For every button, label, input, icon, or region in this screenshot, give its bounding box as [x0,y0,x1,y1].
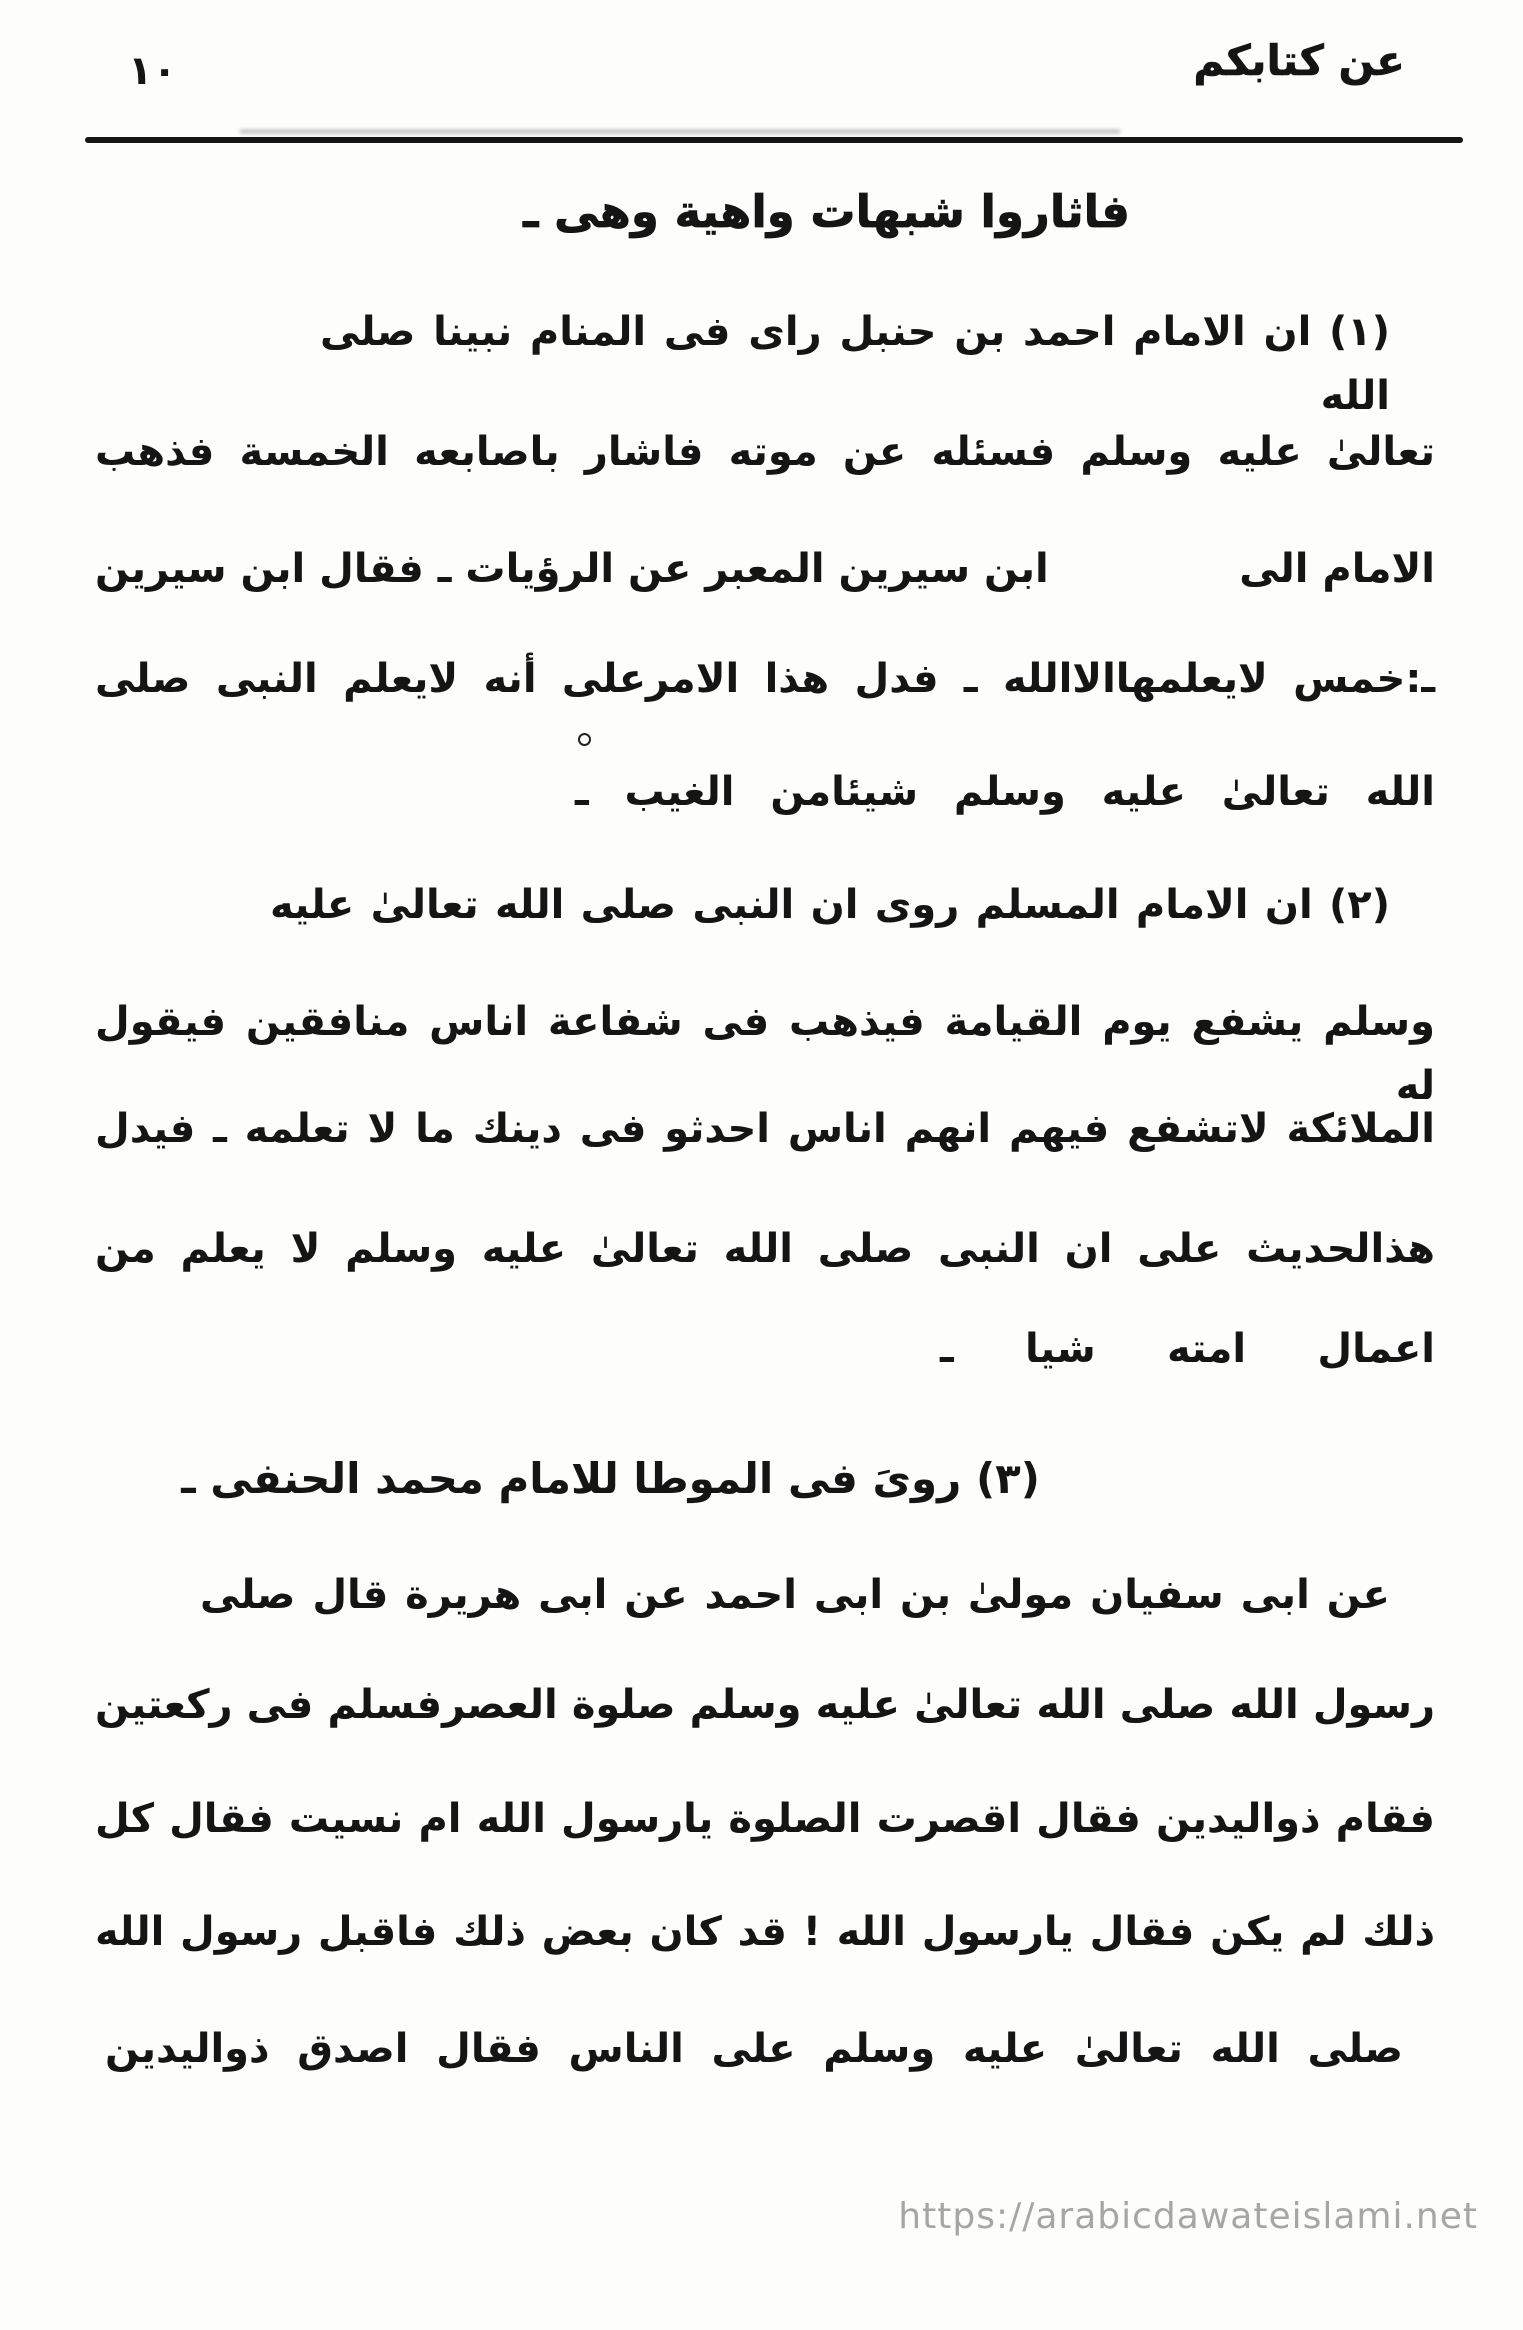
page-number: ١٠ [128,48,177,94]
stray-diacritic-mark [578,733,591,746]
para1-line4: ـ:خمس لايعلمهاالاالله ـ فدل هذا الامرعلى أنه لايعلم النبى صلى [95,656,1435,702]
para1-line5: الله تعالىٰ عليه وسلم شيئامن الغيب ـ [575,769,1435,815]
para3-line1: عن ابى سفيان مولىٰ بن ابى احمد عن ابى هريرة قال صلى [200,1572,1390,1618]
para2-line4: هذالحديث على ان النبى صلى الله تعالىٰ عليه وسلم لا يعلم من [95,1226,1435,1272]
para2-line3: الملائكة لاتشفع فيهم انهم اناس احدثو فى دينك ما لا تعلمه ـ فيدل [95,1106,1435,1152]
para1-line2: تعالىٰ عليه وسلم فسئله عن موته فاشار باصابعه الخمسة فذهب [95,429,1435,475]
para3-line4: ذلك لم يكن فقال يارسول الله ! قد كان بعض ذلك فاقبل رسول الله [95,1909,1435,1955]
para2-line2: وسلم يشفع يوم القيامة فيذهب فى شفاعة اناس منافقين فيقول له [95,999,1435,1109]
para1-line3 [95,537,1435,601]
para3-heading: (٣) روىَ فى الموطا للامام محمد الحنفى ـ [181,1454,1040,1503]
para3-line2: رسول الله صلى الله تعالىٰ عليه وسلم صلوة العصرفسلم فى ركعتين [95,1682,1435,1728]
header-rule [85,137,1463,143]
watermark-url: https://arabicdawateislami.net [898,2196,1478,2237]
running-head-title: عن كتابكم [1193,36,1405,85]
para2-line1: (٢) ان الامام المسلم روى ان النبى صلى الله تعالىٰ عليه [270,882,1390,928]
para3-line5: صلى الله تعالىٰ عليه وسلم على الناس فقال اصدق ذواليدين [105,2026,1403,2072]
para1-line3-start: الامام الى [1239,546,1435,592]
para1-line3-end: ابن سيرين المعبر عن الرؤيات ـ فقال ابن سيرين [95,546,1049,592]
scan-smudge-artifact [240,129,1120,134]
para1-line1: (١) ان الامام احمد بن حنبل راى فى المنام نبينا صلى الله [320,309,1390,419]
intro-line: فاثاروا شبهات واهية وهى ـ [523,185,1130,238]
para2-line5: اعمال امته شيا ـ [940,1326,1435,1372]
para3-line3: فقام ذواليدين فقال اقصرت الصلوة يارسول الله ام نسيت فقال كل [95,1796,1435,1842]
